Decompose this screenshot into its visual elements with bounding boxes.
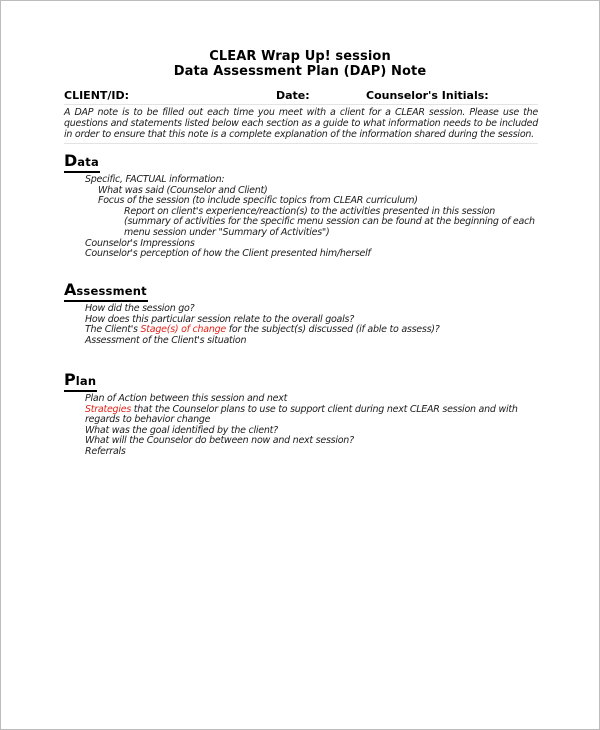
- section-data-heading: [64, 151, 100, 173]
- assessment-item-client-situation: Assessment of the Client's situation: [85, 334, 247, 346]
- section-data-heading-rest: ata: [77, 155, 99, 169]
- plan-item-strategies: [85, 405, 538, 426]
- document-title-line2: Data Assessment Plan (DAP) Note: [173, 64, 427, 79]
- plan-item-referrals: Referrals: [85, 445, 126, 457]
- data-item-focus-of-session: Focus of the session (to include specific topics from CLEAR curriculum): [98, 195, 418, 207]
- assessment-stages-suffix: for the subject(s) discussed (if able to assess)?: [226, 324, 440, 336]
- assessment-item-relate-to-goals: How does this particular session relate to the overall goals?: [85, 313, 355, 325]
- section-assessment-heading: [64, 280, 148, 302]
- document-header: [1, 49, 599, 79]
- data-item-counselor-impressions: Counselor's Impressions: [85, 237, 195, 249]
- section-plan-heading: [64, 370, 97, 392]
- section-data: [64, 151, 538, 260]
- plan-item-counselor-between-sessions: What will the Counselor do between now and next session?: [85, 435, 354, 447]
- data-item-what-was-said: What was said (Counselor and Client): [98, 184, 268, 196]
- plan-item-plan-of-action: Plan of Action between this session and next: [85, 393, 288, 404]
- date-label: Date:: [276, 89, 310, 102]
- plan-strategies-suffix: that the Counselor plans to use to support client during next CLEAR session and with regards to behavior change: [85, 403, 518, 426]
- section-assessment: [64, 280, 538, 346]
- data-item-counselor-perception: Counselor's perception of how the Client presented him/herself: [85, 248, 371, 260]
- assessment-stages-red-text: Stage(s) of change: [140, 324, 227, 336]
- section-plan-heading-rest: lan: [75, 374, 97, 388]
- plan-item-goal-identified: What was the goal identified by the client?: [85, 424, 278, 436]
- section-plan-heading-initial: P: [64, 370, 76, 389]
- section-plan: [64, 370, 538, 458]
- data-item-report-on-client: Report on client's experience/reaction(s) to the activities presented in this session (summary of activities for the specific menu session can be found at the beginning of each menu session under "Summary of Activities"): [124, 205, 535, 238]
- counselor-initials-label: Counselor's Initials:: [366, 89, 489, 102]
- section-data-heading-initial: D: [64, 151, 78, 170]
- assessment-item-how-did-session-go: How did the session go?: [85, 303, 195, 314]
- section-assessment-heading-rest: ssessment: [76, 284, 147, 298]
- section-assessment-heading-initial: A: [64, 280, 77, 299]
- client-id-label: CLIENT/ID:: [64, 89, 130, 102]
- plan-strategies-red-text: Strategies: [85, 403, 132, 415]
- data-item-specific-factual: Specific, FACTUAL information:: [85, 174, 225, 185]
- client-info-row: [64, 89, 539, 105]
- document-title-line1: CLEAR Wrap Up! session: [209, 49, 391, 64]
- instructions-note: A DAP note is to be filled out each time you meet with a client for a CLEAR session. Please use the questions and statements listed below each section as a guide to what information needs to be included in order to ensure that this note is a complete explanation of the information shared during the session.: [64, 104, 538, 144]
- assessment-stages-prefix: The Client's: [85, 324, 141, 336]
